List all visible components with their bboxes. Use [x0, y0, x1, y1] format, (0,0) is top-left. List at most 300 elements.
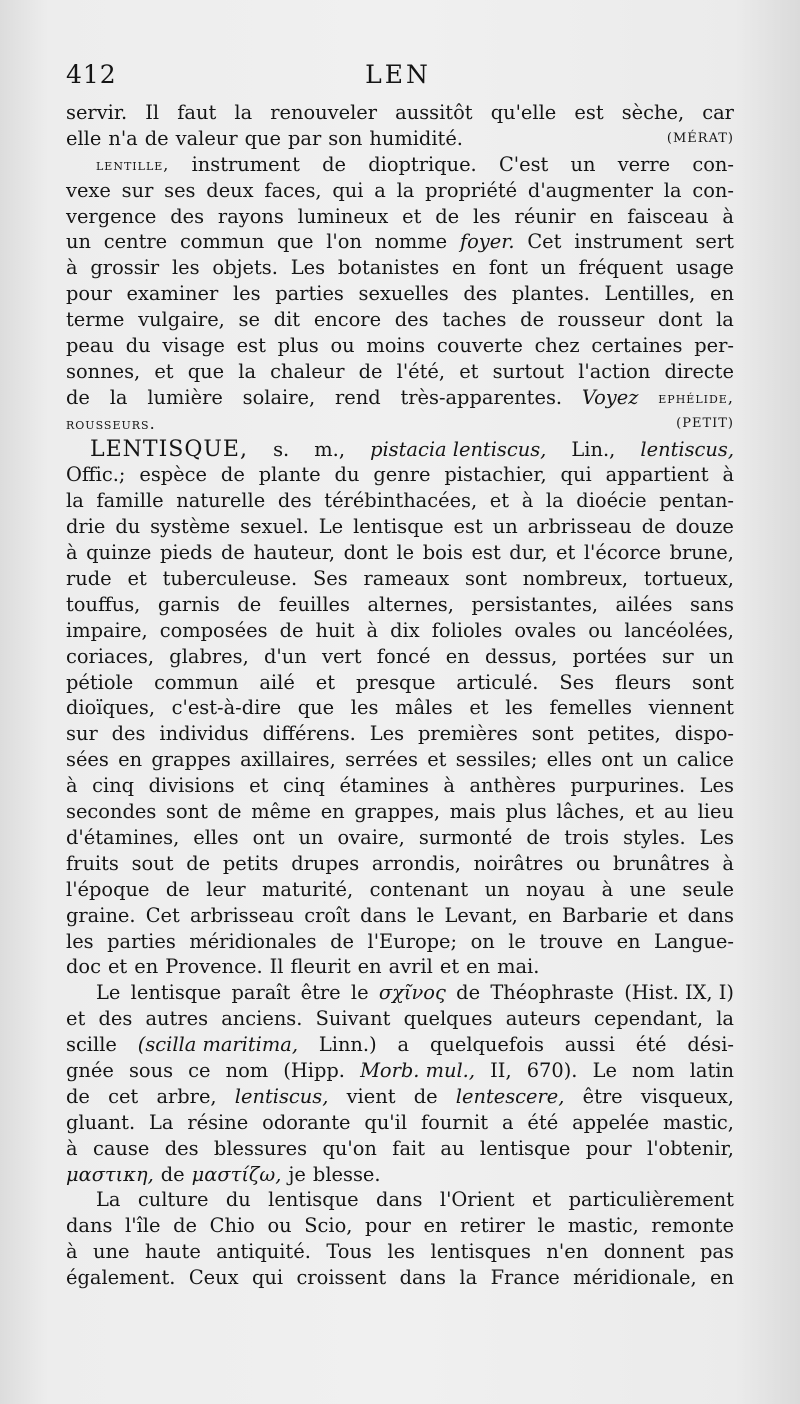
text-line [66, 100, 734, 126]
word: paraît [231, 981, 291, 1005]
word: viennent [648, 696, 734, 720]
word: LENTISQUE, [90, 436, 248, 462]
word: a [501, 1110, 514, 1134]
word: La [149, 1110, 174, 1134]
word: sexuelles [358, 282, 449, 306]
word: Les [699, 825, 734, 849]
text-line [66, 1265, 734, 1291]
word: la [234, 101, 253, 124]
word: mâles [395, 696, 453, 720]
word: cet [108, 1084, 139, 1108]
word: sur [661, 644, 694, 668]
text-line [66, 1084, 734, 1110]
word: des [170, 204, 205, 228]
word: Cet [145, 903, 180, 927]
word: rude [66, 567, 112, 591]
word: Suivant [315, 1007, 391, 1031]
word: (scilla maritima, [137, 1033, 298, 1057]
word: les [472, 204, 501, 228]
word: Le [318, 515, 344, 539]
word: à [521, 489, 534, 513]
word: Ses [312, 567, 348, 591]
word: cinq [92, 774, 135, 798]
word: lentiscus, [640, 437, 734, 461]
word: la [238, 359, 257, 383]
word: n'en [546, 1240, 589, 1264]
text-line [66, 437, 734, 463]
word: que [277, 230, 314, 254]
word: et [249, 774, 269, 798]
word: Tous [326, 1240, 372, 1264]
word: ailé [259, 670, 295, 694]
word: serrées [345, 748, 418, 772]
word: s. [273, 437, 290, 461]
word: à [66, 1136, 78, 1160]
text-line [66, 255, 734, 281]
word: peau [66, 334, 114, 358]
word: les [387, 1240, 416, 1264]
word: solaire, [242, 385, 316, 409]
word: Il [269, 955, 284, 979]
word: de [358, 359, 383, 383]
word: rousseurs. [66, 413, 156, 433]
word: elles [193, 825, 239, 849]
word: car [702, 101, 734, 124]
word: seule [682, 877, 734, 901]
word: commun [179, 230, 265, 254]
word: secondes [66, 800, 157, 824]
word: propriété [425, 178, 518, 202]
word: et [459, 359, 479, 383]
word: ou [267, 1214, 292, 1238]
word: en [527, 903, 552, 927]
word: de [220, 541, 245, 565]
word: per- [694, 334, 734, 358]
word: rayons [217, 204, 284, 228]
word: lentille, [96, 154, 170, 174]
word: un [708, 644, 734, 668]
word: con- [692, 178, 734, 202]
word: l'Europe; [367, 929, 458, 953]
word: ont [252, 825, 285, 849]
word: noyau [526, 877, 586, 901]
text-line [66, 1110, 734, 1136]
word: 670). [526, 1058, 578, 1082]
word: elle [66, 126, 102, 150]
word: fournit [420, 1110, 489, 1134]
word: dioptrique. [368, 152, 477, 176]
word: lumineux [297, 204, 389, 228]
word: lentisque [268, 1188, 359, 1212]
word: brunâtres [612, 851, 710, 875]
word: d'étamines, [66, 825, 180, 849]
word: parties [107, 929, 176, 953]
word: appelée [572, 1110, 650, 1134]
word: glabres, [169, 644, 249, 668]
word: également. [66, 1266, 176, 1290]
word: un [540, 256, 566, 280]
word: (Hipp. [283, 1058, 345, 1082]
word: de [456, 981, 481, 1005]
word: grossir [90, 256, 160, 280]
word: térébinthacées, [324, 489, 478, 513]
word: est [236, 334, 266, 358]
word: hauteur, [253, 541, 336, 565]
word: la [396, 178, 415, 202]
page-title: LEN [365, 60, 431, 89]
word: des [277, 489, 312, 513]
word: axillaires, [240, 748, 336, 772]
word: retirer [460, 1214, 525, 1238]
word: dans [360, 903, 407, 927]
word: que [297, 696, 335, 720]
word: chaleur [270, 359, 345, 383]
word: plus [277, 334, 319, 358]
word: genre [373, 463, 431, 487]
word: blesse. [312, 1162, 381, 1186]
word: antiquité. [216, 1240, 311, 1264]
word: c'est-à-dire [171, 696, 282, 720]
word: appartient [605, 463, 709, 487]
text-line [66, 514, 734, 540]
word: et [439, 955, 460, 979]
word: au [440, 1136, 465, 1160]
word: Offic.; [66, 463, 126, 487]
word: tortueux, [643, 567, 734, 591]
word: ou [330, 334, 355, 358]
word: ephélide, [658, 387, 734, 407]
word: vulgaire, [138, 308, 225, 332]
text-line [66, 307, 734, 333]
word: nomme [374, 230, 448, 254]
word: individus [159, 722, 249, 746]
word: du [125, 334, 151, 358]
text-line [66, 1239, 734, 1265]
word: le [508, 929, 526, 953]
word: aussitôt [395, 101, 473, 124]
word: lentisque [353, 515, 444, 539]
word: se [238, 308, 260, 332]
word: lentiscus, [234, 1084, 329, 1108]
word: verre [617, 152, 671, 176]
running-head [66, 60, 730, 94]
word: bois [422, 541, 463, 565]
word: un [570, 152, 596, 176]
word: de [322, 152, 347, 176]
word: fréquent [578, 256, 664, 280]
text-line [66, 1162, 734, 1188]
word: quelquefois [429, 1033, 544, 1057]
word: instrument [574, 230, 683, 254]
word: anthères [469, 774, 556, 798]
word: servir. [66, 101, 128, 124]
word: l'obtenir, [647, 1136, 734, 1160]
word: réunir [514, 204, 576, 228]
word: de [641, 515, 666, 539]
word: coriaces, [66, 644, 155, 668]
word: et [315, 670, 336, 694]
word: le [350, 981, 369, 1005]
word: donnent [603, 1240, 685, 1264]
word: et [427, 748, 447, 772]
word: les [66, 929, 94, 953]
word: à [722, 851, 734, 875]
word: lentisques [430, 1240, 531, 1264]
word: qui [560, 463, 592, 487]
word: persistantes, [471, 592, 598, 616]
word: II, [490, 1058, 512, 1082]
word: faut [177, 101, 217, 124]
word: sous [128, 1058, 174, 1082]
word: à [66, 256, 78, 280]
word: lumière [147, 385, 223, 409]
word: vexe [66, 178, 111, 202]
word: au [663, 800, 688, 824]
word: espèce [139, 463, 207, 487]
word: deux [206, 178, 254, 202]
word: femelles [549, 696, 632, 720]
word: en [320, 800, 345, 824]
word: gluant. [66, 1110, 136, 1134]
word: la [716, 1007, 734, 1031]
word: qu'elle [490, 101, 557, 124]
word: pentan- [659, 489, 734, 513]
word: surmonté [418, 825, 513, 849]
word: sont [692, 670, 734, 694]
word: sessiles; [455, 748, 538, 772]
word: tuberculeuse. [162, 567, 298, 591]
word: de [520, 308, 545, 332]
word: gnée [66, 1058, 114, 1082]
word: croît [304, 903, 351, 927]
word: drie [66, 515, 106, 539]
word: ont [601, 748, 634, 772]
word: le [396, 541, 415, 565]
word: Le [96, 981, 121, 1005]
word: une [629, 877, 666, 901]
word: composées [159, 618, 268, 642]
text-line [66, 695, 734, 721]
word: et [556, 541, 576, 565]
word: France [490, 1266, 560, 1290]
word: dispo- [674, 722, 734, 746]
word: cinq [282, 774, 325, 798]
word: odorante [262, 1110, 351, 1134]
word: Provence. [165, 955, 263, 979]
word: le [416, 903, 435, 927]
word: centre [103, 230, 168, 254]
word: instrument [191, 152, 300, 176]
text-line [66, 385, 734, 411]
word: de [66, 385, 90, 409]
word: rousseur [557, 308, 645, 332]
word: qu'on [322, 1136, 377, 1160]
word: anciens. [221, 1007, 303, 1031]
word: de [160, 1162, 185, 1186]
word: plante [258, 463, 321, 487]
word: valeur [175, 126, 238, 150]
word: Les [369, 722, 405, 746]
word: directe [664, 359, 734, 383]
word: sées [66, 748, 109, 772]
word: ses [164, 178, 196, 202]
word: botanistes [337, 256, 440, 280]
word: σχῖνος [378, 981, 446, 1005]
word: quinze [86, 541, 152, 565]
word: qui [252, 1266, 284, 1290]
word: la [459, 1266, 478, 1290]
word: dont [658, 308, 703, 332]
word: scille [66, 1033, 117, 1057]
text-line [66, 721, 734, 747]
word: est [574, 101, 604, 124]
page-number: 412 [66, 60, 117, 89]
word: Levant, [444, 903, 518, 927]
word: quelques [403, 1007, 493, 1031]
word: plus [505, 800, 547, 824]
word: en [616, 929, 641, 953]
word: et [127, 567, 147, 591]
text-line [66, 566, 734, 592]
word: même [251, 800, 311, 824]
word: brune, [669, 541, 734, 565]
word: m., [314, 437, 345, 461]
word: et [402, 204, 422, 228]
word: cause [92, 1136, 150, 1160]
word: un [298, 825, 324, 849]
word: système [150, 515, 231, 539]
word: graine. [66, 903, 136, 927]
word: arbrisseau [189, 903, 295, 927]
word: leur [206, 877, 246, 901]
word: elles [546, 748, 592, 772]
word: un [492, 515, 518, 539]
word: les [350, 696, 379, 720]
word: de [279, 618, 304, 642]
word: en [134, 955, 159, 979]
word: lentisque [479, 1136, 571, 1160]
word: que [244, 126, 281, 150]
word: lancéolées, [624, 618, 734, 642]
word: dur, [509, 541, 548, 565]
word: sèche, [621, 101, 685, 124]
word: douze [675, 515, 734, 539]
word: fleurit [290, 955, 351, 979]
word: pour [66, 282, 112, 306]
word: Cet [527, 230, 562, 254]
word: en [710, 1266, 734, 1290]
word: à [66, 541, 78, 565]
word: de [330, 929, 355, 953]
word: la [716, 308, 734, 332]
word: Ses [559, 670, 595, 694]
word: l'action [578, 359, 651, 383]
word: un [642, 748, 668, 772]
word: huit [315, 618, 355, 642]
word: examiner [126, 282, 219, 306]
word: Voyez [581, 385, 639, 409]
word: sert [695, 230, 734, 254]
word: divisions [148, 774, 235, 798]
word: sont [531, 722, 574, 746]
word: pour [585, 1136, 632, 1160]
word: pieds [159, 541, 213, 565]
word: mastic, [567, 1214, 639, 1238]
word: sont [166, 800, 208, 824]
word: (PETIT) [676, 415, 734, 431]
word: petits [222, 851, 279, 875]
word: d'un [264, 644, 307, 668]
word: Chio [209, 1214, 255, 1238]
word: et [66, 1007, 86, 1031]
word: Les [290, 256, 326, 280]
word: mai. [497, 955, 540, 979]
word: (MÉRAT) [666, 130, 734, 146]
word: et [469, 696, 489, 720]
word: dans [376, 1188, 423, 1212]
word: sexuel. [240, 515, 309, 539]
word: alternes, [367, 592, 454, 616]
text-line [66, 877, 734, 903]
word: visage [162, 334, 225, 358]
word: (Hist. IX, I) [624, 981, 734, 1005]
word: vert [322, 644, 362, 668]
word: de [413, 1084, 438, 1108]
word: trouve [539, 929, 604, 953]
word: en [709, 282, 734, 306]
word: l'écorce [583, 541, 662, 565]
text-line [66, 411, 734, 437]
word: Scio, [304, 1214, 353, 1238]
word: lieu [697, 800, 734, 824]
word: mastic, [663, 1110, 734, 1134]
word: noirâtres [473, 851, 564, 875]
word: pistacia lentiscus, [370, 437, 547, 461]
word: la [109, 385, 128, 409]
word: certaines [591, 334, 683, 358]
word: maturité, [262, 877, 354, 901]
word: croissent [296, 1266, 387, 1290]
text-line [66, 592, 734, 618]
word: Ceux [188, 1266, 239, 1290]
word: particulièrement [568, 1188, 734, 1212]
word: ailées [615, 592, 673, 616]
word: faces, [264, 178, 322, 202]
word: ovaire, [337, 825, 405, 849]
word: et [658, 903, 678, 927]
word: aussi [564, 1033, 615, 1057]
word: humidité. [369, 126, 463, 150]
word: méridionales [189, 929, 317, 953]
word: Théophraste [490, 981, 614, 1005]
word: de [435, 204, 460, 228]
word: d'augmenter [527, 178, 653, 202]
word: en [423, 1214, 448, 1238]
word: et [634, 800, 655, 824]
word: en [452, 256, 476, 280]
word: taches [442, 308, 507, 332]
word: l'été, [396, 359, 446, 383]
text-line [66, 799, 734, 825]
text-line [66, 903, 734, 929]
word: à [443, 774, 455, 798]
text-line [66, 462, 734, 488]
text-line [66, 618, 734, 644]
word: grappes [151, 748, 231, 772]
word: lentescere, [455, 1084, 565, 1108]
word: dioécie [576, 489, 647, 513]
word: à [722, 463, 734, 487]
